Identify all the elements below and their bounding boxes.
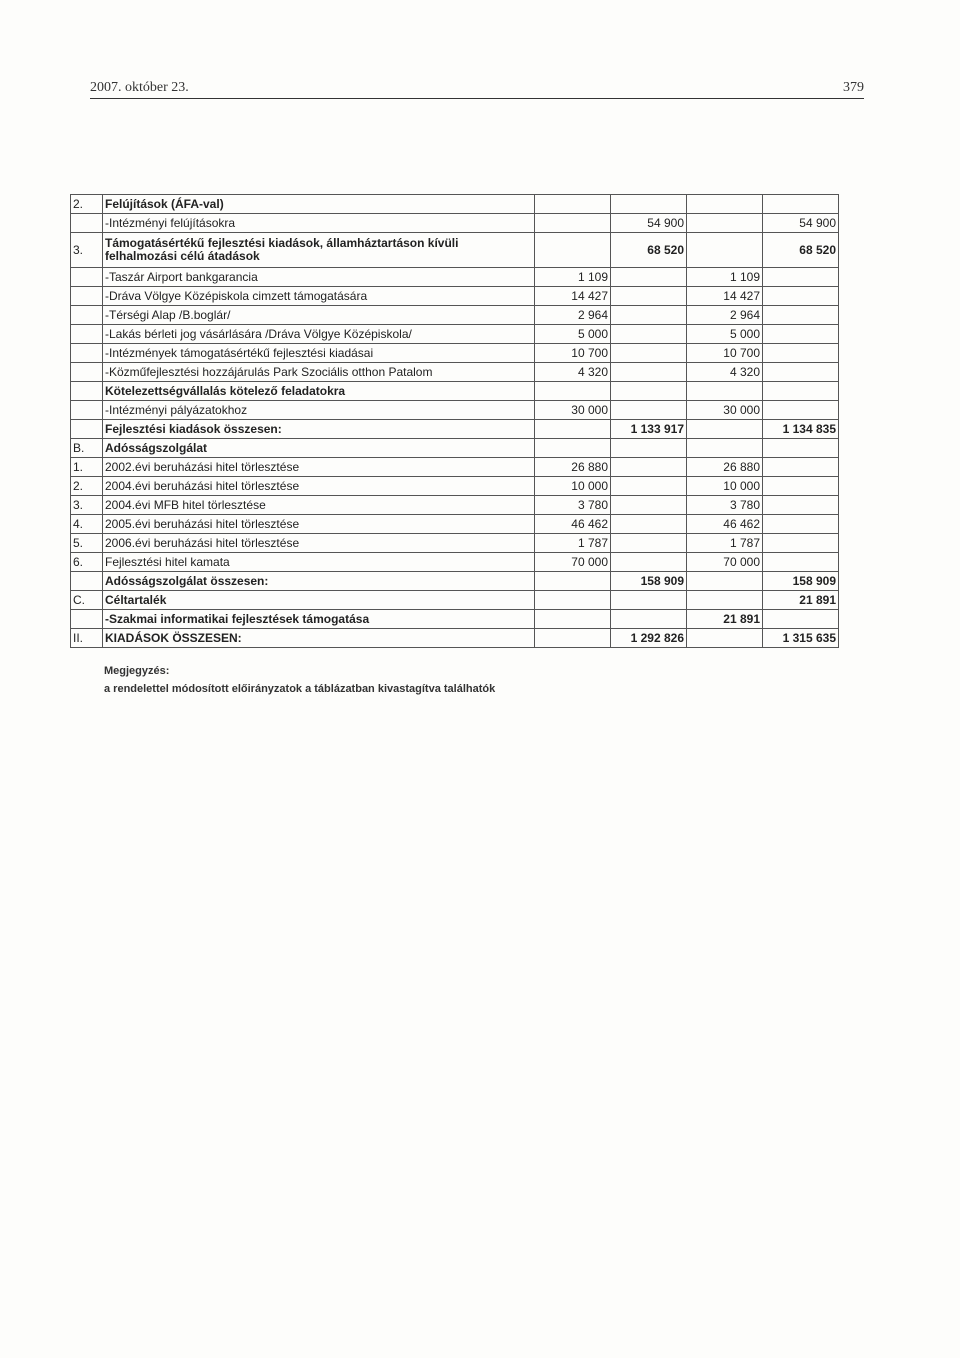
row-label: -Közműfejlesztési hozzájárulás Park Szociális otthon Patalom: [103, 363, 535, 382]
row-number: [71, 572, 103, 591]
table-row: [71, 496, 839, 515]
row-amount-4: [763, 610, 839, 629]
row-label: -Térségi Alap /B.boglár/: [103, 306, 535, 325]
row-amount-4: [763, 344, 839, 363]
row-label: 2004.évi beruházási hitel törlesztése: [103, 477, 535, 496]
row-amount-3: 4 320: [687, 363, 763, 382]
row-amount-2: 158 909: [611, 572, 687, 591]
row-amount-4: [763, 534, 839, 553]
row-label: KIADÁSOK ÖSSZESEN:: [103, 629, 535, 648]
row-amount-1: [535, 195, 611, 214]
row-amount-2: [611, 363, 687, 382]
row-amount-3: 1 787: [687, 534, 763, 553]
row-amount-1: 26 880: [535, 458, 611, 477]
row-amount-2: [611, 496, 687, 515]
row-number: [71, 401, 103, 420]
row-amount-3: 46 462: [687, 515, 763, 534]
row-amount-2: [611, 439, 687, 458]
row-amount-2: 68 520: [611, 233, 687, 268]
header-date: 2007. október 23.: [90, 80, 189, 95]
row-amount-1: 10 700: [535, 344, 611, 363]
row-amount-1: [535, 610, 611, 629]
row-amount-2: [611, 325, 687, 344]
row-label: Kötelezettségvállalás kötelező feladatokra: [103, 382, 535, 401]
row-amount-1: 70 000: [535, 553, 611, 572]
row-amount-2: [611, 553, 687, 572]
row-label: Adósságszolgálat: [103, 439, 535, 458]
row-amount-3: 1 109: [687, 268, 763, 287]
row-amount-4: 1 134 835: [763, 420, 839, 439]
table-row: [71, 195, 839, 214]
row-number: 4.: [71, 515, 103, 534]
row-amount-3: [687, 629, 763, 648]
row-amount-1: [535, 382, 611, 401]
row-amount-4: [763, 268, 839, 287]
table-row: [71, 629, 839, 648]
row-number: [71, 344, 103, 363]
row-label: -Intézmények támogatásértékű fejlesztési kiadásai: [103, 344, 535, 363]
row-amount-4: 21 891: [763, 591, 839, 610]
row-label: Felújítások (ÁFA-val): [103, 195, 535, 214]
row-amount-2: [611, 195, 687, 214]
table-row: [71, 610, 839, 629]
row-number: [71, 325, 103, 344]
row-amount-2: [611, 287, 687, 306]
row-amount-3: [687, 233, 763, 268]
row-amount-4: 54 900: [763, 214, 839, 233]
note-title: Megjegyzés:: [104, 665, 170, 677]
table-row: [71, 439, 839, 458]
row-amount-3: 10 700: [687, 344, 763, 363]
row-amount-3: [687, 572, 763, 591]
row-label: Támogatásértékű fejlesztési kiadások, államháztartáson kívüli felhalmozási célú átadások: [103, 233, 535, 268]
row-amount-1: 1 109: [535, 268, 611, 287]
row-amount-1: [535, 572, 611, 591]
row-label: Adósságszolgálat összesen:: [103, 572, 535, 591]
row-amount-2: [611, 401, 687, 420]
row-amount-1: 46 462: [535, 515, 611, 534]
row-amount-3: [687, 195, 763, 214]
row-amount-2: [611, 477, 687, 496]
row-amount-3: [687, 439, 763, 458]
row-amount-3: 30 000: [687, 401, 763, 420]
row-amount-3: 3 780: [687, 496, 763, 515]
row-amount-2: [611, 268, 687, 287]
budget-table-body: [71, 195, 839, 648]
row-amount-3: 26 880: [687, 458, 763, 477]
row-amount-4: [763, 195, 839, 214]
page-header: [90, 80, 864, 99]
row-amount-1: 3 780: [535, 496, 611, 515]
row-amount-4: [763, 401, 839, 420]
row-number: 3.: [71, 233, 103, 268]
row-amount-3: [687, 420, 763, 439]
row-amount-1: [535, 629, 611, 648]
row-amount-3: 70 000: [687, 553, 763, 572]
table-row: [71, 515, 839, 534]
table-row: [71, 363, 839, 382]
row-label: -Dráva Völgye Középiskola cimzett támogatására: [103, 287, 535, 306]
row-amount-3: 14 427: [687, 287, 763, 306]
row-label: Céltartalék: [103, 591, 535, 610]
note-text: a rendelettel módosított előirányzatok a táblázatban kivastagítva találhatók: [104, 683, 496, 695]
row-label: 2005.évi beruházási hitel törlesztése: [103, 515, 535, 534]
row-amount-4: [763, 306, 839, 325]
row-number: [71, 306, 103, 325]
budget-table: [70, 194, 839, 648]
row-amount-4: [763, 515, 839, 534]
row-amount-3: 21 891: [687, 610, 763, 629]
table-row: [71, 287, 839, 306]
row-label: 2002.évi beruházási hitel törlesztése: [103, 458, 535, 477]
row-amount-4: [763, 496, 839, 515]
row-number: B.: [71, 439, 103, 458]
row-number: [71, 382, 103, 401]
row-amount-1: 2 964: [535, 306, 611, 325]
table-row: [71, 591, 839, 610]
note: [104, 665, 495, 701]
row-number: [71, 363, 103, 382]
row-amount-2: 1 133 917: [611, 420, 687, 439]
row-amount-1: 4 320: [535, 363, 611, 382]
table-row: [71, 534, 839, 553]
row-label: -Intézményi felújításokra: [103, 214, 535, 233]
row-amount-2: [611, 306, 687, 325]
row-label: -Taszár Airport bankgarancia: [103, 268, 535, 287]
row-amount-4: 158 909: [763, 572, 839, 591]
table-row: [71, 382, 839, 401]
row-amount-1: [535, 214, 611, 233]
row-amount-1: [535, 233, 611, 268]
row-amount-3: 5 000: [687, 325, 763, 344]
row-amount-4: [763, 325, 839, 344]
row-amount-2: [611, 534, 687, 553]
table-row: [71, 553, 839, 572]
table-row: [71, 344, 839, 363]
row-amount-2: 1 292 826: [611, 629, 687, 648]
row-amount-2: [611, 382, 687, 401]
row-amount-4: [763, 477, 839, 496]
row-amount-4: [763, 382, 839, 401]
table-row: [71, 306, 839, 325]
row-amount-1: 14 427: [535, 287, 611, 306]
row-number: [71, 268, 103, 287]
table-row: [71, 233, 839, 268]
row-amount-1: [535, 439, 611, 458]
row-amount-2: 54 900: [611, 214, 687, 233]
row-number: C.: [71, 591, 103, 610]
row-amount-4: [763, 458, 839, 477]
row-label: -Intézményi pályázatokhoz: [103, 401, 535, 420]
row-amount-1: 1 787: [535, 534, 611, 553]
row-amount-2: [611, 610, 687, 629]
row-amount-1: 10 000: [535, 477, 611, 496]
table-row: [71, 572, 839, 591]
row-number: 2.: [71, 195, 103, 214]
row-amount-2: [611, 591, 687, 610]
row-amount-1: [535, 591, 611, 610]
table-row: [71, 268, 839, 287]
row-label: -Szakmai informatikai fejlesztések támogatása: [103, 610, 535, 629]
row-amount-3: 10 000: [687, 477, 763, 496]
row-amount-4: [763, 439, 839, 458]
row-number: 6.: [71, 553, 103, 572]
row-number: [71, 420, 103, 439]
row-number: [71, 610, 103, 629]
row-label: -Lakás bérleti jog vásárlására /Dráva Völgye Középiskola/: [103, 325, 535, 344]
row-number: 3.: [71, 496, 103, 515]
row-amount-2: [611, 344, 687, 363]
row-label: 2006.évi beruházási hitel törlesztése: [103, 534, 535, 553]
row-amount-4: 1 315 635: [763, 629, 839, 648]
row-amount-4: [763, 553, 839, 572]
row-amount-4: [763, 363, 839, 382]
row-amount-4: 68 520: [763, 233, 839, 268]
row-number: [71, 287, 103, 306]
table-row: [71, 420, 839, 439]
row-amount-1: [535, 420, 611, 439]
row-amount-1: 5 000: [535, 325, 611, 344]
row-amount-2: [611, 515, 687, 534]
row-label: Fejlesztési hitel kamata: [103, 553, 535, 572]
row-number: 1.: [71, 458, 103, 477]
table-row: [71, 477, 839, 496]
row-amount-4: [763, 287, 839, 306]
row-number: 2.: [71, 477, 103, 496]
table-row: [71, 325, 839, 344]
row-amount-3: [687, 591, 763, 610]
row-amount-3: 2 964: [687, 306, 763, 325]
row-number: [71, 214, 103, 233]
row-amount-3: [687, 382, 763, 401]
row-label: Fejlesztési kiadások összesen:: [103, 420, 535, 439]
table-row: [71, 214, 839, 233]
table-row: [71, 401, 839, 420]
row-number: 5.: [71, 534, 103, 553]
table-row: [71, 458, 839, 477]
row-amount-1: 30 000: [535, 401, 611, 420]
row-number: II.: [71, 629, 103, 648]
row-amount-3: [687, 214, 763, 233]
row-label: 2004.évi MFB hitel törlesztése: [103, 496, 535, 515]
row-amount-2: [611, 458, 687, 477]
page-number: 379: [843, 80, 864, 95]
